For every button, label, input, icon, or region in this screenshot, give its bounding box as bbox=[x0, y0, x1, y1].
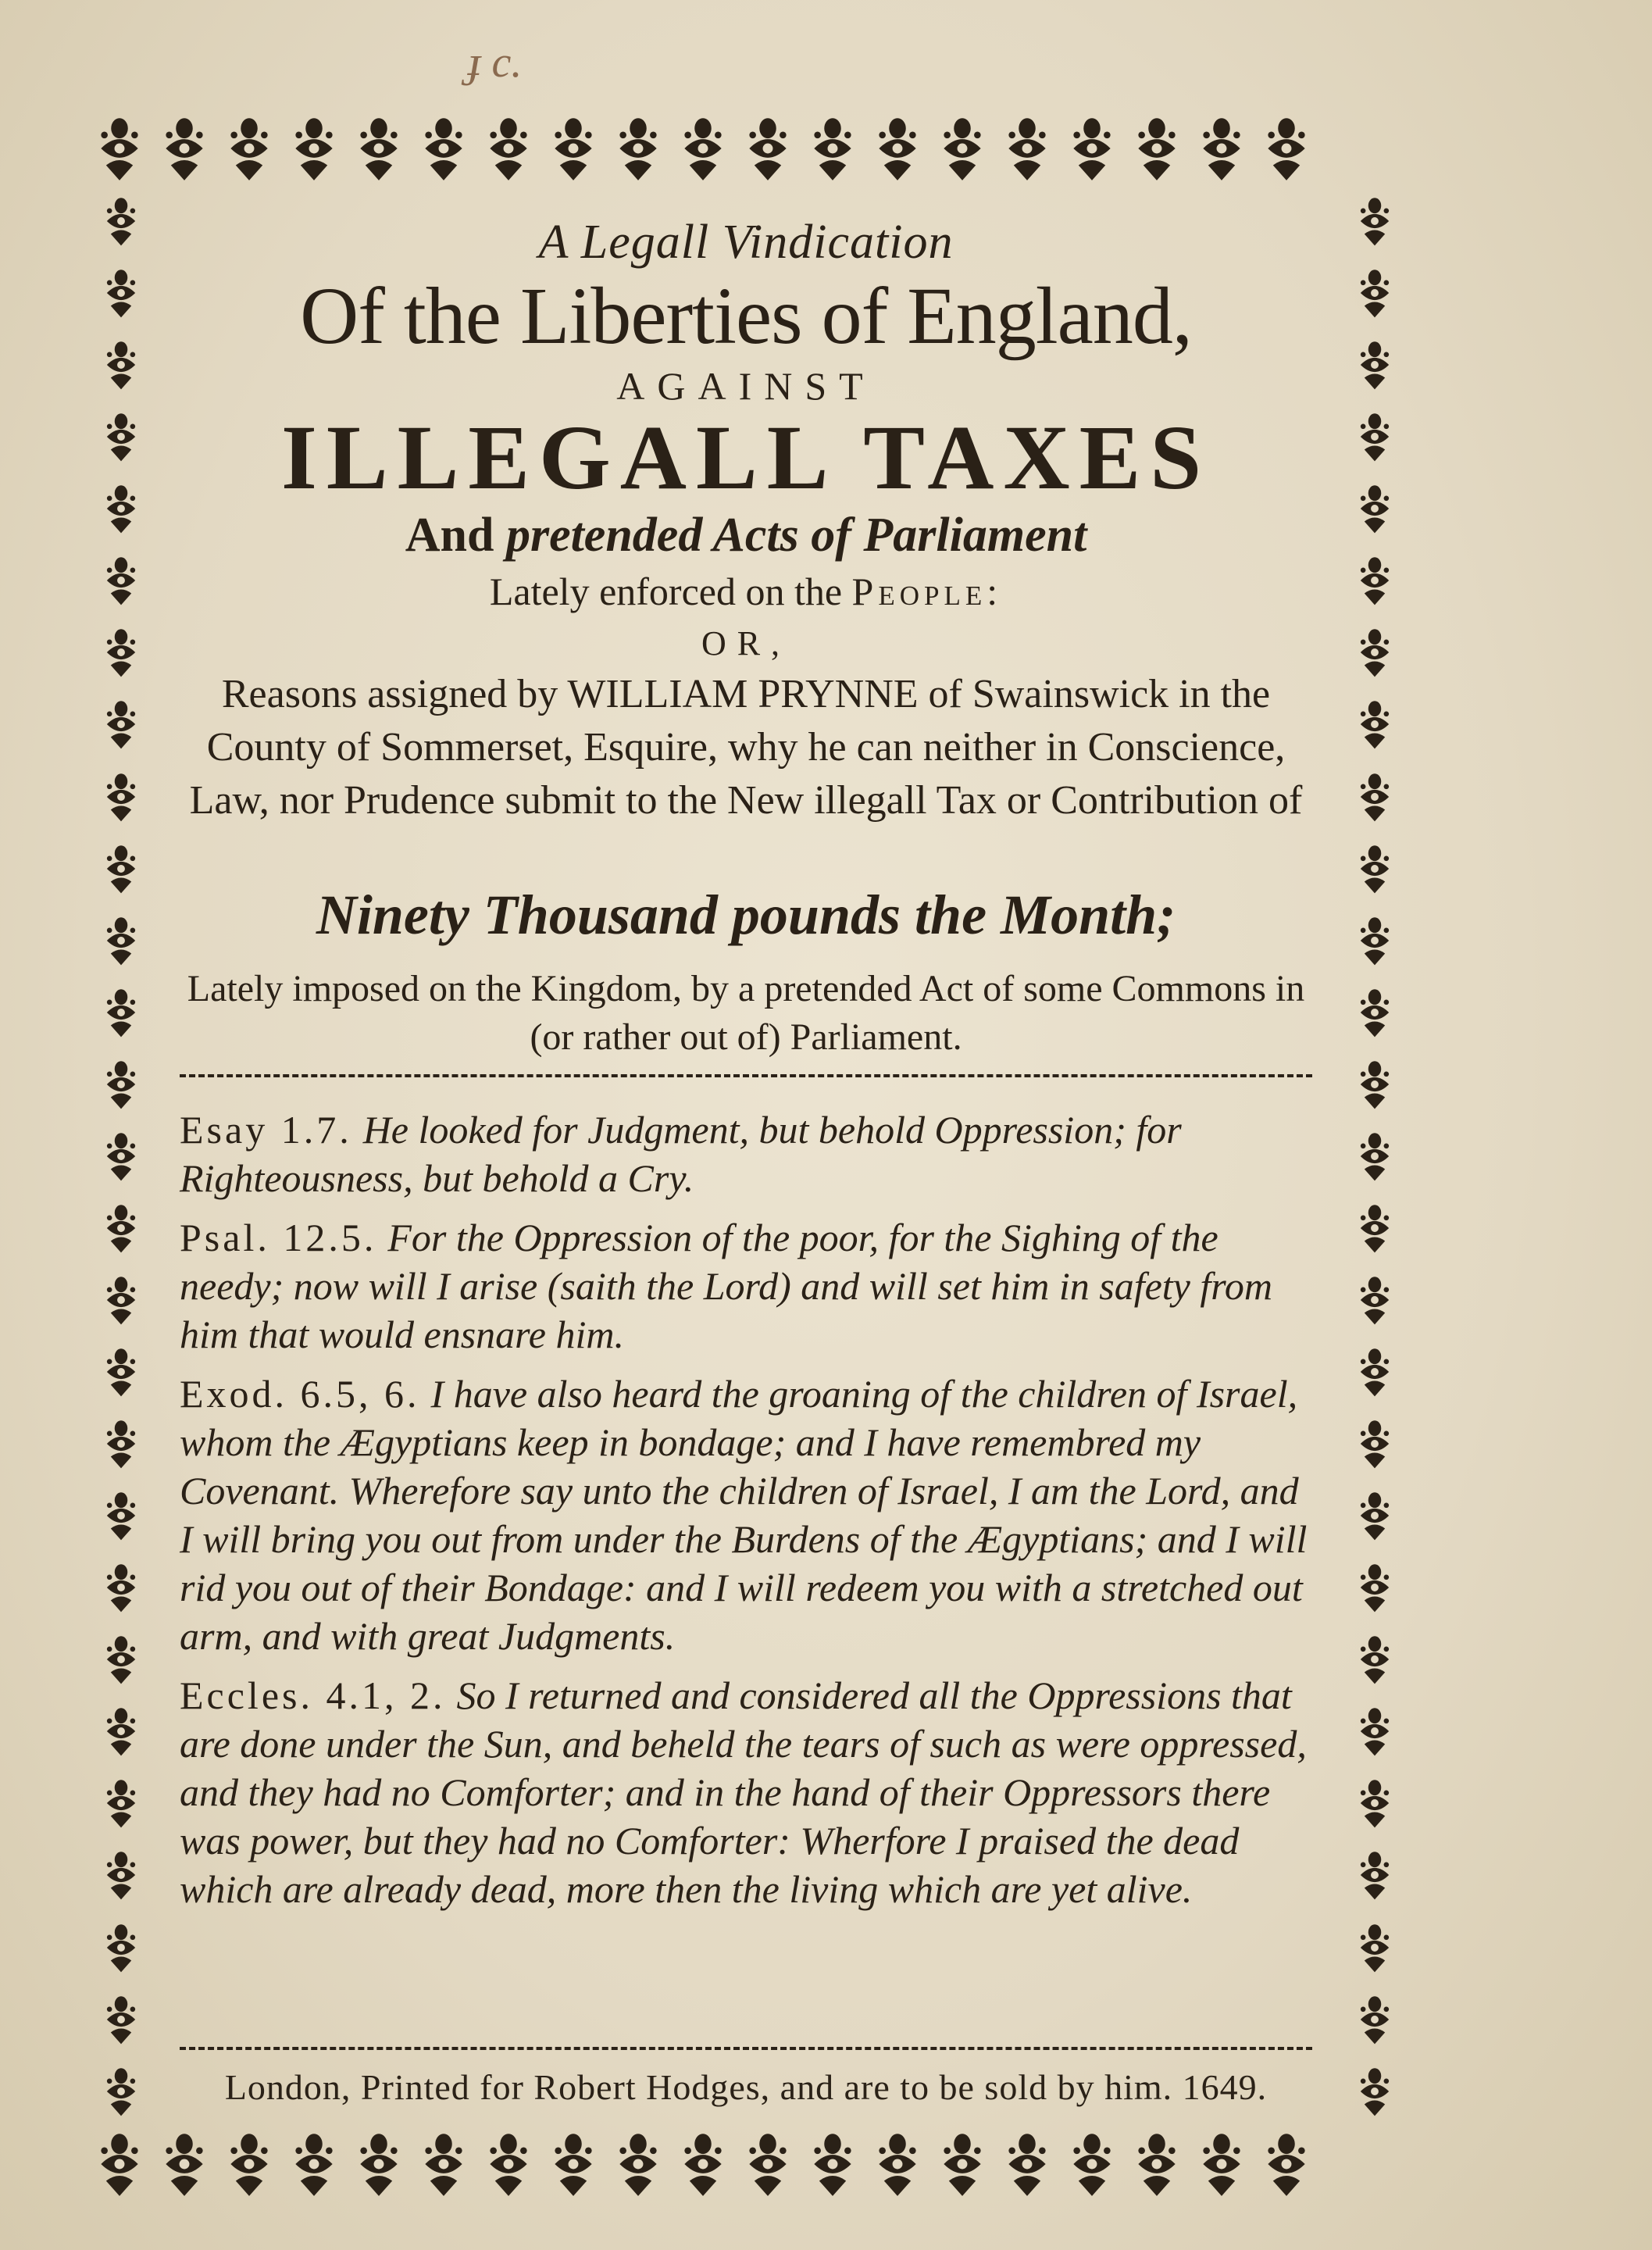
fleuron-icon bbox=[92, 1634, 150, 1685]
verse-text: He looked for Judgment, but behold Oppression; for Righteousness, but behold a Cry. bbox=[180, 1108, 1182, 1200]
title-line-1: A Legall Vindication bbox=[538, 216, 954, 269]
fleuron-icon bbox=[288, 2130, 340, 2198]
fleuron-icon bbox=[1346, 771, 1404, 823]
ornament-border-bottom bbox=[94, 2125, 1312, 2203]
title-main: ILLEGALL TAXES bbox=[280, 406, 1211, 509]
fleuron-icon bbox=[94, 115, 145, 182]
verse-eccles bbox=[180, 1671, 1320, 1913]
fleuron-icon bbox=[92, 627, 150, 678]
fleuron-icon bbox=[1346, 2066, 1404, 2117]
title-line-5 bbox=[156, 508, 1336, 563]
fleuron-icon bbox=[353, 115, 405, 182]
fleuron-icon bbox=[1131, 115, 1183, 182]
fleuron-icon bbox=[92, 1994, 150, 2045]
fleuron-icon bbox=[159, 115, 210, 182]
fleuron-icon bbox=[1346, 195, 1404, 247]
reasons-paragraph: Reasons assigned by WILLIAM PRYNNE of Swainswick in the County of Sommerset, Esquire, why he can neither in Conscience, Law, nor Prudence submit to the New illegall Tax or Contribution of bbox=[189, 672, 1303, 823]
verse-exod bbox=[180, 1370, 1320, 1660]
scripture-verses bbox=[180, 1105, 1320, 1924]
fleuron-icon bbox=[92, 1274, 150, 1326]
fleuron-icon bbox=[92, 411, 150, 462]
imposed-paragraph: Lately imposed on the Kingdom, by a pretended Act of some Commons in (or rather out of) Parliament. bbox=[187, 968, 1305, 1058]
fleuron-icon bbox=[1346, 555, 1404, 606]
ornament-border-left bbox=[86, 195, 156, 2117]
fleuron-icon bbox=[92, 1777, 150, 1829]
fleuron-icon bbox=[807, 2130, 858, 2198]
fleuron-icon bbox=[92, 1490, 150, 1541]
manuscript-mark: ɟ c. bbox=[469, 38, 523, 87]
fleuron-icon bbox=[92, 1346, 150, 1398]
fleuron-icon bbox=[92, 698, 150, 750]
fleuron-icon bbox=[937, 115, 988, 182]
title-or: OR, bbox=[701, 624, 791, 662]
verse-ref: Exod. 6.5, 6. bbox=[180, 1372, 420, 1416]
fleuron-icon bbox=[1346, 1705, 1404, 1757]
fleuron-icon bbox=[1346, 411, 1404, 462]
title-line-6 bbox=[156, 569, 1336, 614]
fleuron-icon bbox=[1346, 1490, 1404, 1541]
fleuron-icon bbox=[937, 2130, 988, 2198]
ornament-border-top bbox=[94, 109, 1312, 188]
fleuron-icon bbox=[807, 115, 858, 182]
fleuron-icon bbox=[92, 1059, 150, 1110]
fleuron-icon bbox=[483, 2130, 534, 2198]
fleuron-icon bbox=[742, 115, 794, 182]
fleuron-icon bbox=[92, 1849, 150, 1901]
fleuron-icon bbox=[1346, 1634, 1404, 1685]
fleuron-icon bbox=[94, 2130, 145, 2198]
fleuron-icon bbox=[92, 1202, 150, 1254]
rule-bottom bbox=[180, 2047, 1312, 2050]
title-line-5a: And bbox=[405, 509, 506, 562]
fleuron-icon bbox=[92, 1130, 150, 1182]
title-line-2: Of the Liberties of England, bbox=[300, 271, 1192, 361]
title-line-3: AGAINST bbox=[616, 364, 876, 408]
ninety-thousand-line: Ninety Thousand pounds the Month; bbox=[316, 884, 1176, 946]
verse-ref: Psal. 12.5. bbox=[180, 1216, 377, 1259]
verse-text: For the Oppression of the poor, for the Sighing of the needy; now will I arise (saith the Lord) and will set him in safety from him that would ensnare him. bbox=[180, 1216, 1272, 1356]
fleuron-icon bbox=[92, 2066, 150, 2117]
fleuron-icon bbox=[223, 115, 275, 182]
fleuron-icon bbox=[1131, 2130, 1183, 2198]
title-line-5b: pretended Acts of Parliament bbox=[505, 509, 1087, 562]
fleuron-icon bbox=[612, 115, 664, 182]
fleuron-icon bbox=[548, 115, 599, 182]
verse-esay bbox=[180, 1105, 1320, 1202]
fleuron-icon bbox=[159, 2130, 210, 2198]
ornament-border-right bbox=[1340, 195, 1410, 2117]
fleuron-icon bbox=[92, 1705, 150, 1757]
fleuron-icon bbox=[1346, 915, 1404, 966]
fleuron-icon bbox=[353, 2130, 405, 2198]
fleuron-icon bbox=[1346, 1346, 1404, 1398]
fleuron-icon bbox=[92, 483, 150, 534]
fleuron-icon bbox=[1346, 627, 1404, 678]
verse-text: I have also heard the groaning of the children of Israel, whom the Ægyptians keep in bondage; and I have remembred my Covenant. Wherefore say unto the children of Israel, I am the Lord, and I will bring you out from under the Burdens of the Ægyptians; and I will rid you out of their Bondage: and I will redeem you with a stretched out arm, and with great Judgments. bbox=[180, 1372, 1308, 1658]
fleuron-icon bbox=[92, 987, 150, 1038]
fleuron-icon bbox=[418, 115, 469, 182]
fleuron-icon bbox=[677, 115, 729, 182]
fleuron-icon bbox=[1346, 1059, 1404, 1110]
rule-top bbox=[180, 1074, 1312, 1077]
fleuron-icon bbox=[223, 2130, 275, 2198]
fleuron-icon bbox=[1346, 987, 1404, 1038]
fleuron-icon bbox=[1346, 1994, 1404, 2045]
fleuron-icon bbox=[1066, 2130, 1118, 2198]
fleuron-icon bbox=[1346, 1562, 1404, 1613]
fleuron-icon bbox=[1196, 115, 1247, 182]
fleuron-icon bbox=[677, 2130, 729, 2198]
fleuron-icon bbox=[872, 2130, 923, 2198]
fleuron-icon bbox=[1346, 1849, 1404, 1901]
fleuron-icon bbox=[92, 843, 150, 895]
fleuron-icon bbox=[92, 555, 150, 606]
fleuron-icon bbox=[1001, 115, 1053, 182]
fleuron-icon bbox=[288, 115, 340, 182]
fleuron-icon bbox=[1261, 115, 1312, 182]
title-line-6b: People: bbox=[851, 570, 1003, 613]
fleuron-icon bbox=[92, 267, 150, 319]
fleuron-icon bbox=[872, 115, 923, 182]
fleuron-icon bbox=[1261, 2130, 1312, 2198]
fleuron-icon bbox=[1346, 483, 1404, 534]
fleuron-icon bbox=[92, 915, 150, 966]
fleuron-icon bbox=[92, 1418, 150, 1470]
fleuron-icon bbox=[1346, 698, 1404, 750]
fleuron-icon bbox=[1346, 1777, 1404, 1829]
imprint-line: London, Printed for Robert Hodges, and are to be sold by him. 1649. bbox=[224, 2067, 1268, 2107]
fleuron-icon bbox=[92, 1922, 150, 1973]
verse-ref: Esay 1.7. bbox=[180, 1108, 352, 1152]
fleuron-icon bbox=[1066, 115, 1118, 182]
fleuron-icon bbox=[92, 771, 150, 823]
fleuron-icon bbox=[742, 2130, 794, 2198]
fleuron-icon bbox=[1196, 2130, 1247, 2198]
fleuron-icon bbox=[612, 2130, 664, 2198]
fleuron-icon bbox=[1346, 339, 1404, 391]
fleuron-icon bbox=[1346, 1922, 1404, 1973]
fleuron-icon bbox=[1346, 1130, 1404, 1182]
verse-ref: Eccles. 4.1, 2. bbox=[180, 1673, 446, 1717]
fleuron-icon bbox=[1346, 843, 1404, 895]
fleuron-icon bbox=[548, 2130, 599, 2198]
fleuron-icon bbox=[92, 1562, 150, 1613]
fleuron-icon bbox=[1346, 1202, 1404, 1254]
title-frame bbox=[156, 195, 1336, 2117]
fleuron-icon bbox=[1346, 1418, 1404, 1470]
verse-psal bbox=[180, 1213, 1320, 1359]
title-line-6a: Lately enforced on the bbox=[489, 570, 852, 613]
fleuron-icon bbox=[1346, 267, 1404, 319]
fleuron-icon bbox=[1346, 1274, 1404, 1326]
fleuron-icon bbox=[418, 2130, 469, 2198]
fleuron-icon bbox=[92, 339, 150, 391]
verse-text: So I returned and considered all the Oppressions that are done under the Sun, and beheld the tears of such as were oppressed, and they had no Comforter; and in the hand of their Oppressors there was power, but they had no Comforter: Wherfore I praised the dead which are already dead, more then the living which are yet alive. bbox=[180, 1673, 1307, 1911]
fleuron-icon bbox=[1001, 2130, 1053, 2198]
fleuron-icon bbox=[92, 195, 150, 247]
fleuron-icon bbox=[483, 115, 534, 182]
